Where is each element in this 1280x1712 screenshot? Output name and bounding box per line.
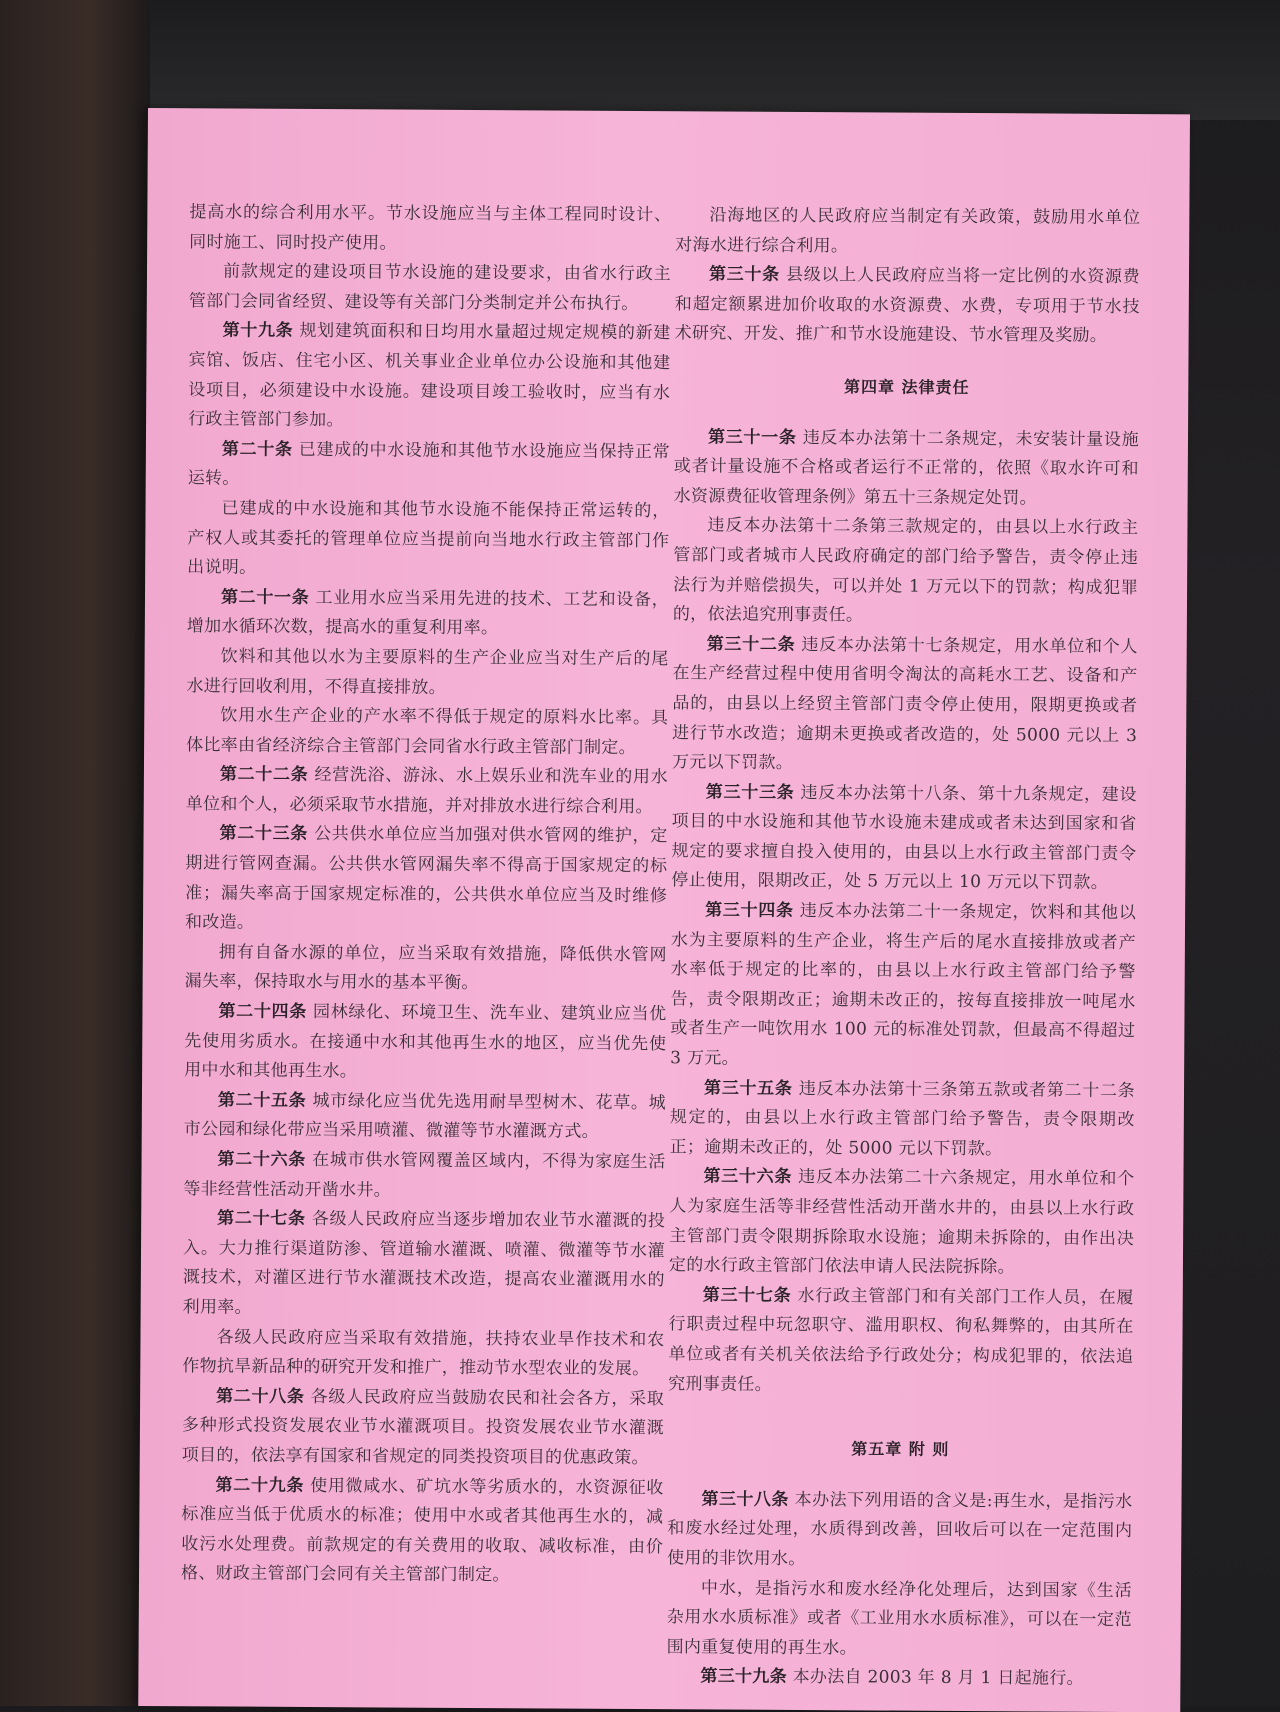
paragraph [188, 317, 671, 438]
right-column [666, 201, 1140, 1695]
article-text: 规划建筑面积和日均用水量超过规定规模的新建宾馆、饭店、住宅小区、机关事业企业单位办公设施和其他建设项目，必须建设中水设施。建设项目竣工验收时，应当有水行政主管部门参加。 [188, 321, 671, 431]
right-column-part-b [668, 423, 1139, 1402]
paragraph [186, 761, 668, 823]
paragraph [182, 1323, 664, 1385]
article-text: 水行政主管部门和有关部门工作人员，在履行职责过程中玩忽职守、滥用职权、徇私舞弊的，由其所在单位或者有关机关依法给予行政处分；构成犯罪的，依法追究刑事责任。 [668, 1285, 1134, 1395]
article-text: 饮料和其他以水为主要原料的生产企业应当对生产后的尾水进行回收利用，不得直接排放。 [186, 646, 669, 698]
paragraph [666, 1663, 1131, 1695]
article-text: 在城市供水管网覆盖区域内，不得为家庭生活等非经营性活动开凿水井。 [183, 1150, 666, 1201]
paragraph [188, 435, 670, 497]
paragraph [189, 198, 671, 260]
article-number: 第二十七条 [217, 1208, 306, 1230]
article-text: 本办法自 2003 年 8 月 1 日起施行。 [792, 1667, 1084, 1690]
paragraph [670, 896, 1136, 1076]
article-number: 第三十条 [708, 264, 780, 286]
article-text: 违反本办法第二十六条规定，用水单位和个人为家庭生活等非经营性活动开凿水井的，由县以上水行政主管部门责令限期拆除取水设施；逾期未拆除的，由作出决定的水行政主管部门依法申请人民法院拆除。 [668, 1167, 1135, 1278]
chapter-5-heading: 第五章 附 则 [851, 1439, 950, 1460]
article-text: 各级人民政府应当鼓励农民和社会各方，采取多种形式投资发展农业节水灌溉项目。投资发展农业节水灌溉项目的，依法享有国家和省规定的同类投资项目的优惠政策。 [181, 1386, 665, 1469]
article-text: 违反本办法第十二条第三款规定的，由县以上水行政主管部门或者城市人民政府确定的部门给予警告，责令停止违法行为并赔偿损失，可以并处 1 万元以下的罚款；构成犯罪的，依法追究刑事责任。 [672, 515, 1139, 626]
article-text: 前款规定的建设项目节水设施的建设要求，由省水行政主管部门会同省经贸、建设等有关部门分类制定并公布执行。 [188, 261, 672, 314]
article-number: 第二十二条 [219, 764, 309, 786]
paragraph [181, 1471, 664, 1592]
paragraph [183, 1204, 666, 1325]
paragraph [183, 1145, 665, 1207]
paragraph [186, 701, 668, 763]
article-text: 使用微咸水、矿坑水等劣质水的，水资源征收标准应当低于优质水的标准；使用中水或者其他再生水的，减收污水处理费。前款规定的有关费用的收取、减收标准，由价格、财政主管部门会同有关主管部门制定。 [180, 1475, 664, 1586]
article-text: 违反本办法第十七条规定，用水单位和个人在生产经营过程中使用省明令淘汰的高耗水工艺、设备和产品的，由县以上经贸主管部门责令停止使用，限期更换或者进行节水改造；逾期未更换或者改造的，处 5000 元以上 3 万元以下罚款。 [671, 634, 1138, 774]
article-number: 第三十四条 [705, 900, 794, 922]
paragraph [184, 997, 667, 1089]
article-number: 第二十八条 [216, 1386, 305, 1407]
paragraph [185, 938, 667, 1000]
article-text: 工业用水应当采用先进的技术、工艺和设备，增加水循环次数，提高水的重复利用率。 [186, 587, 670, 639]
article-text: 公共供水单位应当加强对供水管网的维护，定期进行管网查漏。公共供水管网漏失率不得高于国家规定的标准；漏失率高于国家规定标准的，公共供水单位应当及时维修和改造。 [184, 824, 668, 933]
article-number: 第三十一条 [707, 426, 797, 448]
article-text: 各级人民政府应当逐步增加农业节水灌溉的投入。大力推行渠道防渗、管道输水灌溉、喷灌、微灌等节水灌溉技术，对灌区进行节水灌溉技术改造，提高农业灌溉用水的利用率。 [182, 1209, 666, 1318]
left-column [181, 198, 671, 1592]
article-text: 已建成的中水设施和其他节水设施应当保持正常运转。 [187, 439, 670, 489]
paragraph [184, 1086, 666, 1148]
article-text: 各级人民政府应当采取有效措施，扶持农业旱作技术和农作物抗旱新品种的研究开发和推广，推动节水型农业的发展。 [182, 1327, 665, 1380]
paragraph [669, 1163, 1135, 1284]
article-text: 本办法下列用语的含义是:再生水，是指污水和废水经过处理，水质得到改善，回收后可以在一定范围内使用的非饮用水。 [667, 1489, 1133, 1569]
article-number: 第二十一条 [220, 587, 310, 608]
article-number: 第三十五条 [703, 1078, 793, 1099]
article-text: 县级以上人民政府应当将一定比例的水资源费和超定额累进加价收取的水资源费、水费，专项用于节水技术研究、开发、推广和节水设施建设、节水管理及奖励。 [674, 265, 1141, 347]
chapter-4-heading: 第四章 法律责任 [843, 377, 970, 397]
article-text: 城市绿化应当优先选用耐旱型树木、花草。城市公园和绿化带应当采用喷灌、微灌等节水灌溉方式。 [183, 1090, 667, 1143]
right-column-part-c [666, 1485, 1132, 1695]
paragraph [673, 512, 1139, 633]
table-surface-left [0, 0, 150, 1706]
article-number: 第三十九条 [700, 1666, 787, 1688]
article-number: 第二十九条 [215, 1474, 305, 1496]
paragraph [672, 630, 1138, 781]
paragraph [187, 583, 669, 645]
article-text: 拥有自备水源的单位，应当采取有效措施，降低供水管网漏失率，保持取水与用水的基本平衡。 [184, 942, 667, 994]
article-text: 违反本办法第十二条规定，未安装计量设施或者计量设施不合格或者运行不正常的，依照《取水许可和水资源费征收管理条例》第五十三条规定处罚。 [673, 427, 1140, 509]
paragraph [182, 1382, 665, 1474]
paragraph [189, 257, 671, 319]
paragraph [187, 494, 670, 586]
paragraph [185, 820, 668, 941]
table-surface-top [150, 0, 1280, 120]
article-text: 违反本办法第十八条、第十九条规定，建设项目的中水设施和其他节水设施未建成或者未达到国家和省规定的要求擅自投入使用的，由县以上水行政主管部门责令停止使用，限期改正，处 5 万元以上 10 万元以下罚款。 [671, 782, 1137, 894]
paragraph [674, 423, 1140, 515]
article-number: 第三十三条 [705, 782, 795, 803]
article-number: 第二十六条 [217, 1149, 307, 1170]
article-text: 沿海地区的人民政府应当制定有关政策，鼓励用水单位对海水进行综合利用。 [675, 205, 1141, 256]
right-column-part-a [675, 201, 1141, 352]
article-text: 违反本办法第二十一条规定，饮料和其他以水为主要原料的生产企业，将生产后的尾水直接排放或者产水率低于规定的比率的，由县以上水行政主管部门给予警告，责令限期改正；逾期未改正的，按每直接排放一吨尾水或者生产一吨饮用水 100 元的标准处罚款，但最高不得超过 3 万元。 [670, 901, 1137, 1069]
article-number: 第二十三条 [219, 823, 309, 845]
article-number: 第三十八条 [701, 1489, 789, 1510]
article-number: 第二十四条 [218, 1001, 308, 1023]
paragraph [668, 1281, 1134, 1402]
paragraph [186, 642, 668, 704]
article-text: 违反本办法第十三条第五款或者第二十二条规定的，由县以上水行政主管部门给予警告，责令限期改正；逾期未改正的，处 5000 元以下罚款。 [669, 1078, 1136, 1160]
article-text: 经营洗浴、游泳、水上娱乐业和洗车业的用水单位和个人，必须采取节水措施，并对排放水进行综合利用。 [185, 765, 668, 817]
article-number: 第三十六条 [703, 1166, 793, 1188]
article-number: 第三十七条 [702, 1285, 792, 1306]
pink-document-sheet [138, 108, 1190, 1712]
article-text: 园林绿化、环境卫生、洗车业、建筑业应当优先使用劣质水。在接通中水和其他再生水的地区，应当优先使用中水和其他再生水。 [184, 1002, 667, 1082]
article-number: 第二十五条 [217, 1090, 307, 1111]
paragraph [667, 1485, 1133, 1577]
article-text: 已建成的中水设施和其他节水设施不能保持正常运转的，产权人或其委托的管理单位应当提前向当地水行政主管部门作出说明。 [187, 498, 670, 578]
paragraph [670, 1074, 1136, 1166]
article-text: 中水，是指污水和废水经净化处理后，达到国家《生活杂用水水质标准》或者《工业用水水质标准》，可以在一定范围内重复使用的再生水。 [666, 1577, 1133, 1659]
paragraph [671, 778, 1137, 899]
article-text: 饮用水生产企业的产水率不得低于规定的原料水比率。具体比率由省经济综合主管部门会同省水行政主管部门制定。 [186, 705, 669, 758]
article-number: 第二十条 [221, 439, 293, 460]
paragraph [675, 260, 1141, 352]
paragraph [667, 1574, 1133, 1666]
article-number: 第三十二条 [706, 634, 796, 655]
article-text: 提高水的综合利用水平。节水设施应当与主体工程同时设计、同时施工、同时投产使用。 [189, 202, 672, 254]
paragraph [675, 201, 1140, 263]
article-number: 第十九条 [222, 320, 294, 342]
